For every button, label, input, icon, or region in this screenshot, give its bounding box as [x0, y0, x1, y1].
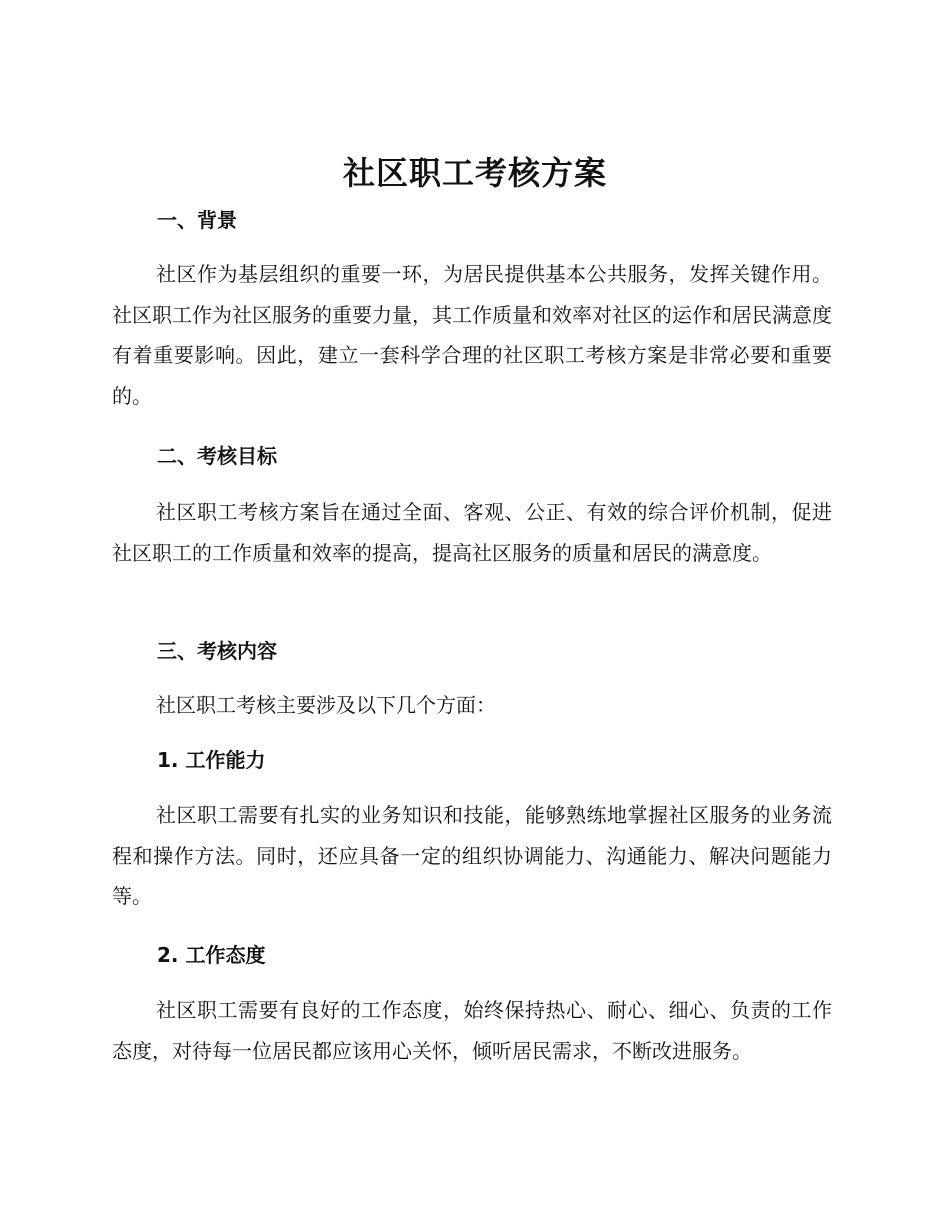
section-paragraph-goals: 社区职工考核方案旨在通过全面、客观、公正、有效的综合评价机制，促进社区职工的工作质量和效率的提高，提高社区服务的质量和居民的满意度。 — [112, 500, 832, 565]
section-heading-background: 一、背景 — [157, 208, 237, 232]
section-paragraph-work-ability: 社区职工需要有扎实的业务知识和技能，能够熟练地掌握社区服务的业务流程和操作方法。同时，还应具备一定的组织协调能力、沟通能力、解决问题能力等。 — [112, 803, 832, 908]
section-heading-work-ability: 1. 工作能力 — [157, 748, 266, 772]
section-heading-content: 三、考核内容 — [157, 639, 277, 663]
section-paragraph-content: 社区职工考核主要涉及以下几个方面： — [156, 693, 496, 717]
section-paragraph-work-attitude: 社区职工需要有良好的工作态度，始终保持热心、耐心、细心、负责的工作态度，对待每一位居民都应该用心关怀，倾听居民需求，不断改进服务。 — [112, 998, 832, 1063]
section-paragraph-background: 社区作为基层组织的重要一环，为居民提供基本公共服务，发挥关键作用。社区职工作为社区服务的重要力量，其工作质量和效率对社区的运作和居民满意度有着重要影响。因此，建立一套科学合理的社区职工考核方案是非常必要和重要的。 — [112, 262, 832, 408]
section-heading-goals: 二、考核目标 — [157, 444, 277, 468]
document-title: 社区职工考核方案 — [342, 154, 607, 192]
section-heading-work-attitude: 2. 工作态度 — [157, 943, 266, 967]
